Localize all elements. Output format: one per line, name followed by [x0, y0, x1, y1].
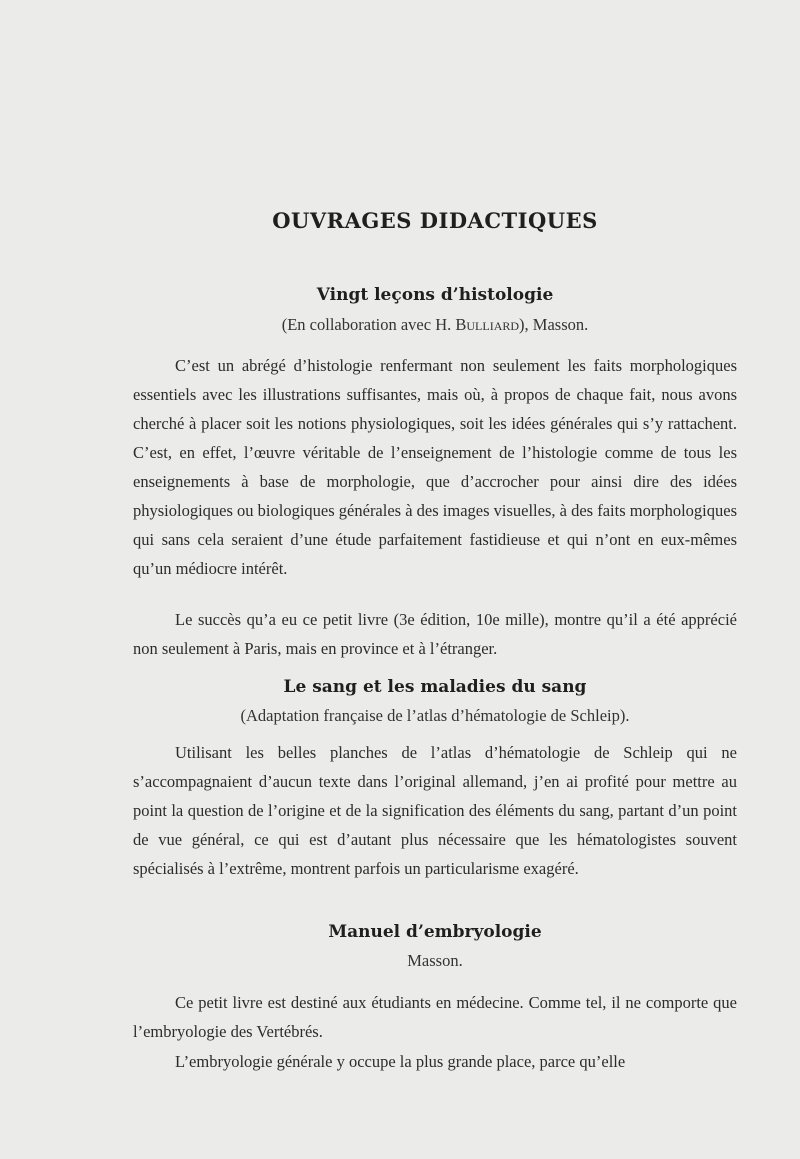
section-subtitle-sang: (Adaptation française de l’atlas d’hématologie de Schleip). — [240, 706, 630, 725]
paragraph: C’est un abrégé d’histologie renfermant non seulement les faits morphologiques essentiels avec les illustrations suffisantes, mais où, à propos de chaque fait, nous avons cherché à placer soit les notions physiologiques, soit les idées générales qui s’y rattachent. C’est, en effet, l’œuvre véritable de l’enseignement de l’histologie comme de tous les enseignements à base de morphologie, que d’accrocher pour ainsi dire des idées physiologiques ou biologiques générales à des images visuelles, à des faits morphologiques qui sans cela seraient d’une étude parfaitement fastidieuse et qui n’ont en eux-mêmes qu’un médiocre intérêt. — [133, 356, 737, 578]
page-title: OUVRAGES DIDACTIQUES — [272, 208, 598, 233]
paragraph: Le succès qu’a eu ce petit livre (3e édition, 10e mille), montre qu’il a été apprécié non seulement à Paris, mais en province et à l’étranger. — [133, 610, 737, 658]
section-heading-embryologie: Manuel d’embryologie — [328, 922, 542, 942]
subtitle-text: ), Masson. — [519, 315, 589, 334]
author-name: Bulliard — [455, 315, 520, 334]
paragraph: Ce petit livre est destiné aux étudiants en médecine. Comme tel, il ne comporte que l’embryologie des Vertébrés. — [133, 993, 737, 1041]
section-subtitle-embryologie: Masson. — [407, 951, 463, 970]
section-heading-histologie: Vingt leçons d’histologie — [316, 285, 554, 305]
paragraph: L’embryologie générale y occupe la plus grande place, parce qu’elle — [175, 1052, 626, 1071]
section-subtitle-histologie — [133, 315, 737, 335]
section-heading-sang: Le sang et les maladies du sang — [283, 677, 587, 697]
paragraph: Utilisant les belles planches de l’atlas d’hématologie de Schleip qui ne s’accompagnaient d’aucun texte dans l’original allemand, j’en ai profité pour mettre au point la question de l’origine et de la signification des éléments du sang, partant d’un point de vue général, ce qui est d’autant plus nécessaire que les hématologistes souvent spécialisés à l’extrême, montrent parfois un particularisme exagéré. — [133, 743, 737, 878]
subtitle-text: (En collaboration avec H. — [281, 315, 456, 334]
